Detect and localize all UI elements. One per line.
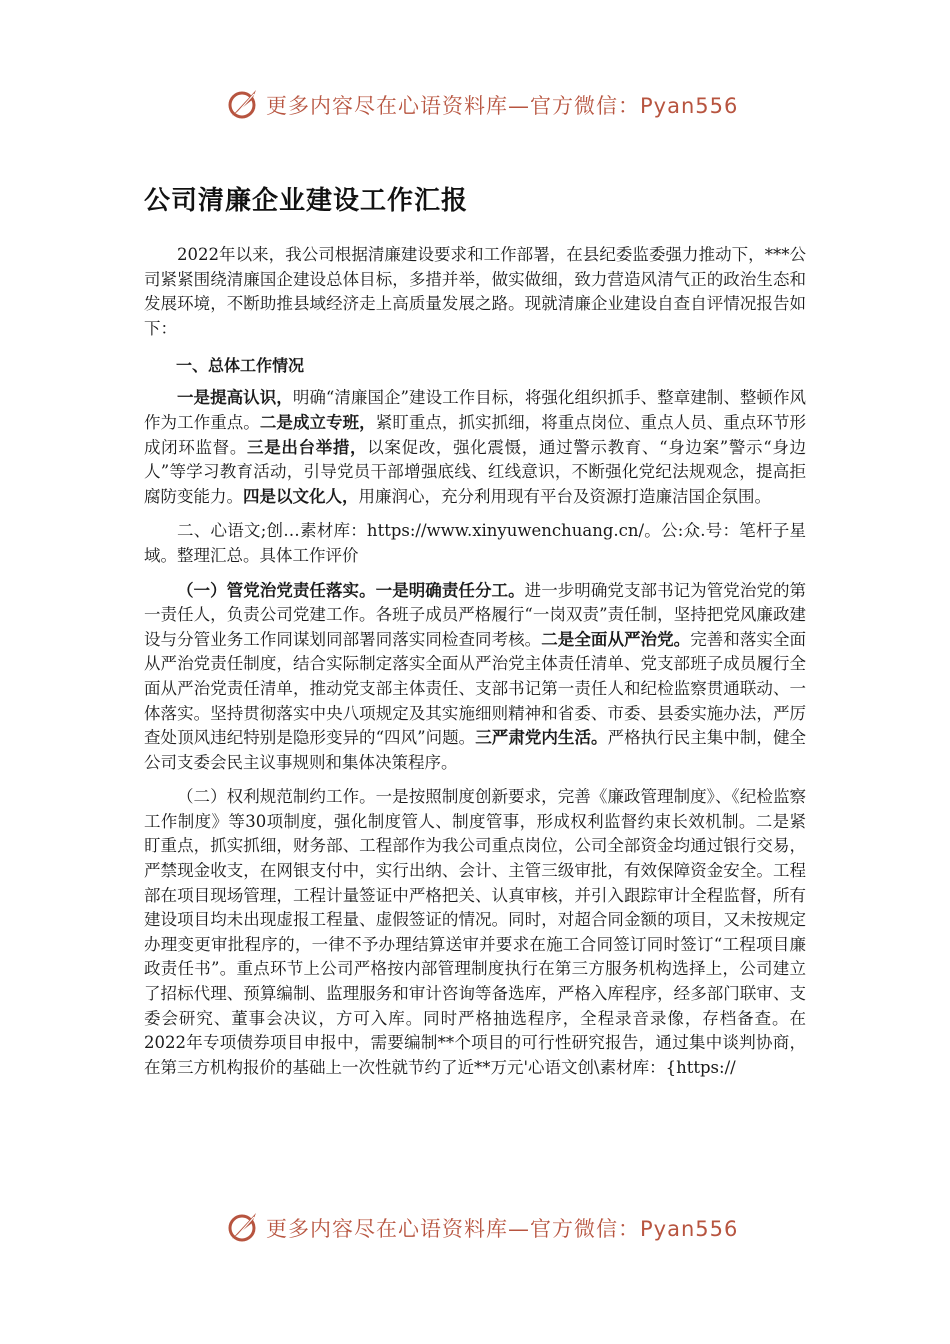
resp-text-3: 严格执行民主集中制，健全公司支委会民主议事规则和集体决策程序。 bbox=[144, 728, 807, 772]
point-3-text: 以案促改，强化震慑，通过警示教育、“身边案”警示“身边人”等学习教育活动，引导党员干部增强底线、红线意识，不断强化党纪法规观念，提高拒腐防变能力。 bbox=[144, 437, 806, 506]
point-2-bold: 二是成立专班， bbox=[259, 412, 376, 432]
point-1-text: 明确“清廉国企”建设工作目标，将强化组织抓手、整章建制、整顿作风作为工作重点。 bbox=[144, 388, 807, 432]
point-4-bold: 四是以文化人， bbox=[243, 486, 359, 506]
intro-paragraph: 2022年以来，我公司根据清廉建设要求和工作部署，在县纪委监委强力推动下，***公司紧紧围绕清廉国企建设总体目标，多措并举，做实做细，致力营造风清气正的政治生态和发展环境，不断助推县域经济走上高质量发展之路。现就清廉企业建设自查自评情况报告如下： bbox=[144, 245, 806, 338]
power-regulation-paragraph: （二）权利规范制约工作。一是按照制度创新要求，完善《廉政管理制度》、《纪检监察工作制度》等30项制度，强化制度管人、制度管事，形成权利监督约束长效机制。二是紧盯重点，抓实抓细，财务部、工程部作为我公司重点岗位，公司全部资金均通过银行交易，严禁现金收支，在网银支付中，实行出纳、会计、主管三级审批，有效保障资金安全。工程部在项目现场管理，工程计量签证中严格把关、认真审核，并引入跟踪审计全程监督，所有建设项目均未出现虚报工程量、虚假签证的情况。同时，对超合同金额的项目，又未按规定办理变更审批程序的，一律不予办理结算送审并要求在施工合同签订同时签订“工程项目廉政责任书”。重点环节上公司严格按内部管理制度执行在第三方服务机构选择上，公司建立了招标代理、预算编制、监理服务和审计咨询等备选库，严格入库程序，经多部门联审、支委会研究、董事会决议，方可入库。同时严格抽选程序，全程录音录像，存档备查。在2022年专项债券项目申报中，需要编制**个项目的可行性研究报告，通过集中谈判协商，在第三方机构报价的基础上一次性就节约了近**万元'心语文创\素材库：{https:// bbox=[144, 787, 806, 1077]
quill-logo-icon bbox=[226, 86, 262, 122]
point-3-bold: 三是出台举措， bbox=[247, 437, 368, 457]
header-watermark-banner bbox=[0, 82, 950, 126]
resp-text-2: 完善和落实全面从严治党责任制度，结合实际制定落实全面从严治党主体责任清单、党支部班子成员履行全面从严治党责任清单，推动党支部主体责任、支部书记第一责任人和纪检监察贯通联动、一体落实。坚持贯彻落实中央八项规定及其实施细则精神和省委、市委、县委实施办法，严厉查处顶风违纪特别是隐形变异的“四风”问题。 bbox=[144, 629, 807, 748]
document-body bbox=[144, 180, 806, 1080]
section-heading-overview: 一、总体工作情况 bbox=[176, 356, 305, 376]
resp-bold-1: （一）管党治党责任落实。一是明确责任分工。 bbox=[177, 580, 525, 600]
overview-paragraph bbox=[144, 386, 806, 509]
watermark-text: 更多内容尽在心语资料库—官方微信：Pyan556 bbox=[266, 94, 739, 118]
point-1-bold: 一是提高认识， bbox=[177, 388, 293, 408]
resp-bold-3: 三严肃党内生活。 bbox=[475, 728, 608, 748]
quill-logo-icon bbox=[226, 1209, 262, 1245]
resp-text-1: 进一步明确党支部书记为管党治党的第一责任人，负责公司党建工作。各班子成员严格履行“一岗双责”责任制，坚持把党风廉政建设与分管业务工作同谋划同部署同落实同检查同考核。 bbox=[144, 580, 807, 649]
party-responsibility-paragraph bbox=[144, 579, 806, 776]
document-title: 公司清廉企业建设工作汇报 bbox=[144, 186, 469, 216]
resp-bold-2: 二是全面从严治党。 bbox=[541, 629, 691, 649]
watermark-text: 更多内容尽在心语资料库—官方微信：Pyan556 bbox=[266, 1217, 739, 1241]
point-2-text: 紧盯重点，抓实抓细，将重点岗位、重点人员、重点环节形成闭环监督。 bbox=[144, 412, 807, 457]
section-2-line: 二、心语文;创…素材库：https://www.xinyuwenchuang.cn/。公:众.号：笔杆子星域。整理汇总。具体工作评价 bbox=[144, 521, 806, 565]
point-4-text: 用廉润心，充分利用现有平台及资源打造廉洁国企氛围。 bbox=[358, 486, 771, 506]
footer-watermark-banner bbox=[0, 1205, 950, 1249]
